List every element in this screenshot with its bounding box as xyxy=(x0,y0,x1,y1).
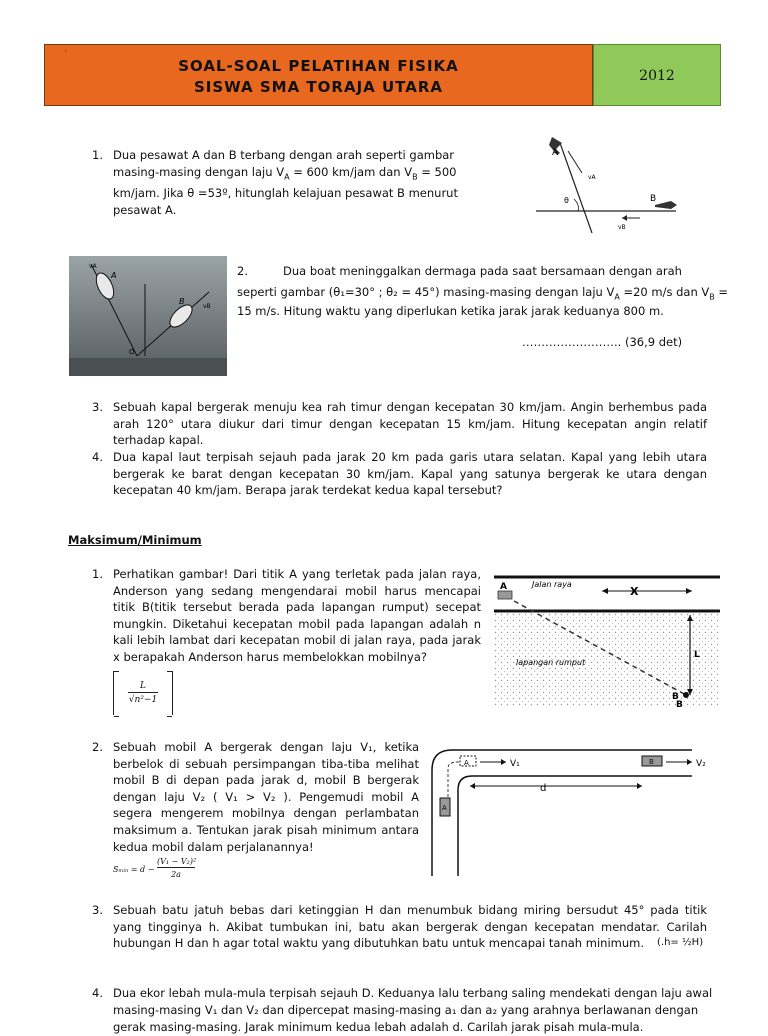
q2-line3: 15 m/s. Hitung waktu yang diperlukan ketika jarak jarak keduanya 800 m. xyxy=(237,304,664,318)
svg-text:A: A xyxy=(111,271,117,280)
header-title-line2: SISWA SMA TORAJA UTARA xyxy=(193,78,444,96)
svg-text:B: B xyxy=(672,692,679,702)
svg-text:A: A xyxy=(500,582,507,592)
svg-text:B: B xyxy=(649,758,654,766)
header-title-line1: SOAL-SOAL PELATIHAN FISIKA xyxy=(178,57,459,75)
q4-number: 4. xyxy=(92,450,103,464)
svg-text:A: A xyxy=(442,804,447,812)
q2-answer: …………………….. (36,9 det) xyxy=(522,335,683,349)
q4-text: Dua kapal laut terpisah sejauh pada jarak 20 km pada garis utara selatan. Kapal yang lebih utara bergerak ke barat dengan kecepatan 30 km/jam. Kapal yang satunya bergerak ke utara dengan kecepatan 40 km/jam. Berapa jarak terdekat kedua kapal tersebut? xyxy=(113,450,707,498)
svg-text:A: A xyxy=(552,148,559,158)
svg-text:vA: vA xyxy=(89,263,97,270)
q2-boats-figure xyxy=(69,256,227,376)
section-title: Maksimum/Minimum xyxy=(68,533,202,547)
svg-text:vA: vA xyxy=(588,174,596,181)
q3-text: Sebuah kapal bergerak menuju kea rah timur dengan kecepatan 30 km/jam. Angin berhembus pada arah 120° utara diukur dari timur dengan kecepatan 15 km/jam. Hitung kecepatan angin relatif terhadap kapal. xyxy=(113,400,707,448)
svg-text:X: X xyxy=(630,585,639,598)
svg-text:d: d xyxy=(540,783,547,794)
svg-text:Jalan raya: Jalan raya xyxy=(532,580,572,589)
m2-number: 2. xyxy=(92,740,103,754)
svg-text:B: B xyxy=(676,700,683,707)
svg-text:vB: vB xyxy=(618,224,626,231)
q1-planes-figure xyxy=(530,133,680,236)
m3-text: Sebuah batu jatuh bebas dari ketinggian H dan menumbuk bidang miring bersudut 45° pada titik yang tingginya h. Akibat tumbukan ini, batu akan bergerak dengan kecepatan mendatar. Carilah hubungan H dan h agar total waktu yang dibutuhkan batu untuk mencapai tanah minimum. xyxy=(113,903,707,951)
q1-text: Dua pesawat A dan B terbang dengan arah seperti gambar masing-masing dengan laju $V_A = 600$ km/jam dan $V_B = 500$ km/jam. Jika θ =53º, hitunglah kelajuan pesawat B menurut pesawat A. xyxy=(113,148,458,218)
svg-text:O: O xyxy=(129,348,135,356)
m2-road-figure xyxy=(430,746,720,876)
m4-number: 4. xyxy=(92,986,103,1000)
q2-number: 2. xyxy=(237,264,248,278)
m4-line3: gerak masing-masing. Jarak minimum kedua lebah adalah d. Carilah jarak pisah mula-mula. xyxy=(113,1020,644,1034)
svg-text:L: L xyxy=(694,650,700,660)
q1-number: 1. xyxy=(92,148,103,162)
svg-text:vB: vB xyxy=(203,303,211,310)
q2-line1: Dua boat meninggalkan dermaga pada saat bersamaan dengan arah xyxy=(283,264,682,278)
svg-text:θ: θ xyxy=(564,196,569,205)
svg-text:B: B xyxy=(179,297,185,306)
q3-number: 3. xyxy=(92,400,103,414)
svg-text:V₂: V₂ xyxy=(696,759,706,769)
q2-line2: seperti gambar (θ₁=30° ; θ₂ = 45°) masing-masing dengan laju $V_A =20$ m/s dan $V_B$ = xyxy=(237,285,729,302)
m1-formula: L √n²−1 xyxy=(113,671,173,715)
m1-number: 1. xyxy=(92,567,103,581)
header-title xyxy=(44,56,593,98)
svg-text:lapangan rumput: lapangan rumput xyxy=(516,658,586,667)
m3-number: 3. xyxy=(92,903,103,917)
m2-text: Sebuah mobil A bergerak dengan laju V₁, ketika berbelok di sebuah persimpangan tiba-tiba melihat mobil B di depan pada jarak d, mobil B bergerak dengan laju V₂ ( V₁ > V₂ ). Pengemudi mobil A segera mengerem mobilnya dengan perlambatan maksimum a. Tentukan jarak pisah minimum antara kedua mobil dalam perjalanannya! xyxy=(113,740,419,854)
m4-line2: masing-masing V₁ dan V₂ dan dipercepat masing-masing a₁ dan a₂ yang arahnya berlawanan dengan xyxy=(113,1003,699,1017)
svg-text:A: A xyxy=(464,759,469,767)
car-a-icon xyxy=(498,591,512,599)
svg-text:V₁: V₁ xyxy=(510,759,520,769)
corner-mark: · xyxy=(64,47,67,57)
m1-text: Perhatikan gambar! Dari titik A yang terletak pada jalan raya, Anderson yang sedang mengendarai mobil harus mencapai titik B(titik tersebut berada pada lapangan rumput) secepat mungkin. Diketahui kecepatan mobil pada lapangan adalah n kali lebih lambat dari kecepatan mobil di jalan raya, pada jarak x berapakah Anderson harus membelokkan mobilnya? xyxy=(113,567,481,664)
m1-road-figure xyxy=(494,571,720,707)
plane-b-icon xyxy=(655,201,677,209)
svg-text:B: B xyxy=(650,194,657,204)
m4-line1: Dua ekor lebah mula-mula terpisah sejauh D. Keduanya lalu terbang saling mendekati dengan laju awal xyxy=(113,986,713,1000)
header-year: 2012 xyxy=(639,68,675,84)
m3-answer: (.h= ½H) xyxy=(657,937,704,948)
